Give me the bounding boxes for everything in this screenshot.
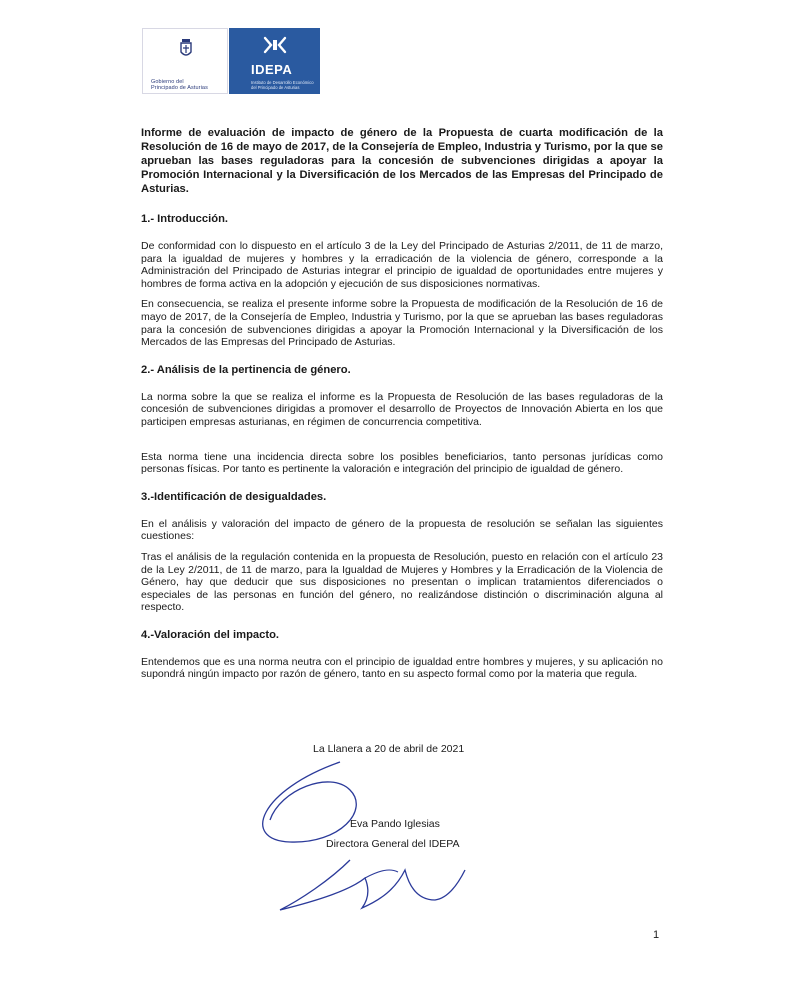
section-4-paragraph-1: Entendemos que es una norma neutra con el principio de igualdad entre hombres y mujeres, y su aplicación no supondrá ningún impacto por razón de género, tanto en su aspecto formal como por la materia que regula.: [141, 655, 663, 681]
section-2-paragraph-1: La norma sobre la que se realiza el informe es la Propuesta de Resolución de las bases reguladoras de la concesión de subvenciones dirigidas a promover el desarrollo de Proyectos de Innovación Abierta en los que participen empresas asturianas, en régimen de concurrencia competitiva.: [141, 390, 663, 428]
idepa-mark-icon: [263, 36, 287, 54]
section-1-paragraph-1: De conformidad con lo dispuesto en el artículo 3 de la Ley del Principado de Asturias 2/2011, de 11 de marzo, para la igualdad de mujeres y hombres y la erradicación de la violencia de género, corresponde a la Administración del Principado de Asturias integrar el principio de igualdad de oportunidades entre mujeres y hombres de forma activa en la adopción y ejecución de sus disposiciones normativas.: [141, 240, 663, 290]
section-1-heading: 1.- Introducción.: [141, 213, 229, 225]
page-number: 1: [653, 929, 660, 941]
section-3-heading: 3.-Identificación de desigualdades.: [141, 490, 327, 503]
idepa-logo: [229, 28, 320, 94]
section-2-heading: 2.- Análisis de la pertinencia de género.: [141, 363, 351, 376]
idepa-tagline: Instituto de Desarrollo Económico del Principado de Asturias: [251, 80, 314, 90]
gov-logo-text: Gobierno del Principado de Asturias: [151, 79, 208, 91]
section-1-paragraph-2: En consecuencia, se realiza el presente informe sobre la Propuesta de modificación de la Resolución de 16 de mayo de 2017, de la Consejería de Empleo, Industria y Turismo, por la que se aprueban las bases reguladoras para la concesión de subvenciones dirigidas a apoyar la Promoción Internacional y la Diversificación de los Mercados de las Empresas del Principado de Asturias.: [141, 298, 663, 349]
signer-name: Eva Pando Iglesias: [350, 818, 440, 830]
place-and-date: La Llanera a 20 de abril de 2021: [313, 743, 465, 755]
section-2-paragraph-2: Esta norma tiene una incidencia directa sobre los posibles beneficiarios, tanto personas jurídicas como personas físicas. Por tanto es pertinente la valoración e integración del principio de igualdad de género.: [141, 450, 663, 476]
section-3-paragraph-2: Tras el análisis de la regulación contenida en la propuesta de Resolución, puesto en relación con el artículo 23 de la Ley 2/2011, de 11 de marzo, para la Igualdad de Mujeres y Hombres y la Erradicación de la Violencia de Género, hay que deducir que sus disposiciones no presentan o implican tratamientos diferenciados o especiales de las personas en función del género, no realizándose distinción o discriminación alguna al respecto.: [141, 550, 663, 614]
section-3-paragraph-1: En el análisis y valoración del impacto de género de la propuesta de resolución se señalan las siguientes cuestiones:: [141, 517, 663, 543]
document-title: Informe de evaluación de impacto de género de la Propuesta de cuarta modificación de la Resolución de 16 de mayo de 2017, de la Consejería de Empleo, Industria y Turismo, por la que se aprueban las bases reguladoras para la concesión de subvenciones dirigidas a apoyar la Promoción Internacional y la Diversificación de los Mercados de las Empresas del Principado de Asturias.: [141, 127, 663, 195]
signer-role: Directora General del IDEPA: [326, 838, 460, 850]
document-body: [141, 126, 663, 689]
section-4-heading: 4.-Valoración del impacto.: [141, 628, 280, 641]
gobierno-asturias-logo: [142, 28, 228, 94]
handwritten-signature: [220, 750, 500, 920]
crest-icon: [179, 39, 193, 59]
idepa-brand: IDEPA: [251, 62, 293, 77]
